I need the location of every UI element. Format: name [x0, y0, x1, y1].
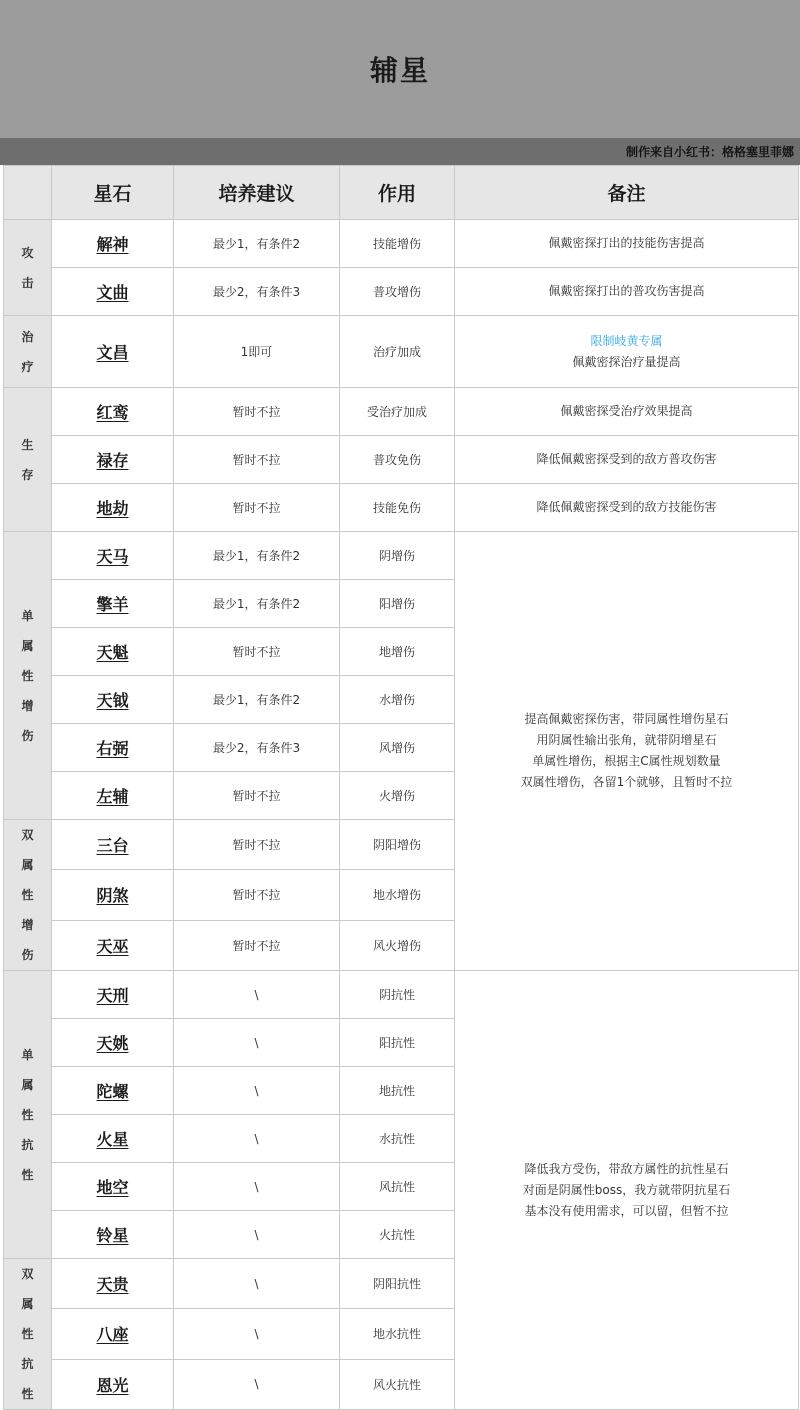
star-cell: 擎羊 — [52, 580, 174, 628]
star-cell: 文曲 — [52, 268, 174, 316]
effect-cell: 阴抗性 — [340, 971, 455, 1019]
advice-cell: \ — [174, 1115, 340, 1163]
star-cell: 文昌 — [52, 316, 174, 388]
star-cell: 天刑 — [52, 971, 174, 1019]
category-dual-resist: 双属性抗性 — [4, 1259, 52, 1410]
advice-cell: \ — [174, 1309, 340, 1359]
header-category — [4, 166, 52, 220]
note-highlight: 限制岐黄专属 — [590, 333, 663, 348]
advice-cell: 暂时不拉 — [174, 920, 340, 970]
note-boost — [455, 532, 799, 971]
note-cell — [455, 316, 799, 388]
effect-cell: 风火抗性 — [340, 1359, 455, 1409]
star-cell: 天钺 — [52, 676, 174, 724]
star-table — [3, 165, 799, 1410]
note-line: 提高佩戴密探伤害，带同属性增伤星石 — [524, 712, 729, 726]
credit-text: 制作来自小红书：格格塞里菲娜 — [625, 145, 794, 159]
effect-cell: 普攻免伤 — [340, 436, 455, 484]
advice-cell: 最少1，有条件2 — [174, 220, 340, 268]
note-line: 基本没有使用需求，可以留，但暂不拉 — [524, 1203, 729, 1218]
effect-cell: 风增伤 — [340, 724, 455, 772]
effect-cell: 治疗加成 — [340, 316, 455, 388]
page-title: 辅星 — [369, 54, 430, 87]
effect-cell: 水增伤 — [340, 676, 455, 724]
advice-cell: 暂时不拉 — [174, 772, 340, 820]
star-cell: 天魁 — [52, 628, 174, 676]
effect-cell: 地水抗性 — [340, 1309, 455, 1359]
advice-cell: 1即可 — [174, 316, 340, 388]
star-cell: 右弼 — [52, 724, 174, 772]
effect-cell: 阴阳抗性 — [340, 1259, 455, 1309]
advice-cell: 暂时不拉 — [174, 820, 340, 870]
note-line: 佩戴密探治疗量提高 — [572, 354, 681, 369]
note-cell: 降低佩戴密探受到的敌方技能伤害 — [455, 484, 799, 532]
header-advice: 培养建议 — [174, 166, 340, 220]
advice-cell: 最少2，有条件3 — [174, 268, 340, 316]
note-line: 双属性增伤，各留1个就够，且暂时不拉 — [520, 775, 733, 789]
effect-cell: 阳增伤 — [340, 580, 455, 628]
header-row — [4, 166, 799, 220]
star-cell: 左辅 — [52, 772, 174, 820]
advice-cell: 暂时不拉 — [174, 388, 340, 436]
advice-cell: 最少1，有条件2 — [174, 580, 340, 628]
effect-cell: 风抗性 — [340, 1163, 455, 1211]
effect-cell: 阳抗性 — [340, 1019, 455, 1067]
effect-cell: 阴阳增伤 — [340, 820, 455, 870]
effect-cell: 普攻增伤 — [340, 268, 455, 316]
table-row — [4, 971, 799, 1019]
note-line: 对面是阴属性boss，我方就带阴抗星石 — [522, 1182, 731, 1197]
advice-cell: 暂时不拉 — [174, 484, 340, 532]
star-cell: 红鸾 — [52, 388, 174, 436]
star-cell: 铃星 — [52, 1211, 174, 1259]
advice-cell: \ — [174, 971, 340, 1019]
note-cell: 佩戴密探受治疗效果提高 — [455, 388, 799, 436]
effect-cell: 阴增伤 — [340, 532, 455, 580]
table-row — [4, 388, 799, 436]
advice-cell: \ — [174, 1067, 340, 1115]
effect-cell: 火抗性 — [340, 1211, 455, 1259]
header-effect: 作用 — [340, 166, 455, 220]
advice-cell: \ — [174, 1259, 340, 1309]
advice-cell: 最少2，有条件3 — [174, 724, 340, 772]
star-cell: 天马 — [52, 532, 174, 580]
title-banner — [0, 0, 800, 138]
effect-cell: 地水增伤 — [340, 870, 455, 920]
note-cell: 佩戴密探打出的普攻伤害提高 — [455, 268, 799, 316]
table-row — [4, 484, 799, 532]
effect-cell: 技能增伤 — [340, 220, 455, 268]
header-note: 备注 — [455, 166, 799, 220]
star-cell: 天贵 — [52, 1259, 174, 1309]
star-cell: 火星 — [52, 1115, 174, 1163]
note-resist — [455, 971, 799, 1410]
table-row — [4, 436, 799, 484]
category-dual-boost: 双属性增伤 — [4, 820, 52, 971]
header-star: 星石 — [52, 166, 174, 220]
advice-cell: 暂时不拉 — [174, 436, 340, 484]
effect-cell: 受治疗加成 — [340, 388, 455, 436]
star-cell: 八座 — [52, 1309, 174, 1359]
star-cell: 禄存 — [52, 436, 174, 484]
note-line: 降低我方受伤，带敌方属性的抗性星石 — [524, 1161, 729, 1176]
category-survival: 生存 — [4, 388, 52, 532]
effect-cell: 水抗性 — [340, 1115, 455, 1163]
advice-cell: 最少1，有条件2 — [174, 676, 340, 724]
note-line: 用阴属性输出张角，就带阴增星石 — [536, 733, 717, 747]
table-row — [4, 220, 799, 268]
advice-cell: 暂时不拉 — [174, 628, 340, 676]
advice-cell: \ — [174, 1019, 340, 1067]
category-heal: 治疗 — [4, 316, 52, 388]
advice-cell: 暂时不拉 — [174, 870, 340, 920]
credit-banner — [0, 138, 800, 165]
note-line: 单属性增伤，根据主C属性规划数量 — [532, 754, 721, 768]
star-cell: 天巫 — [52, 920, 174, 970]
category-single-boost: 单属性增伤 — [4, 532, 52, 820]
star-cell: 解神 — [52, 220, 174, 268]
category-single-resist: 单属性抗性 — [4, 971, 52, 1259]
advice-cell: 最少1，有条件2 — [174, 532, 340, 580]
effect-cell: 地增伤 — [340, 628, 455, 676]
note-cell: 佩戴密探打出的技能伤害提高 — [455, 220, 799, 268]
table-row — [4, 532, 799, 580]
effect-cell: 技能免伤 — [340, 484, 455, 532]
star-cell: 地劫 — [52, 484, 174, 532]
star-cell: 阴煞 — [52, 870, 174, 920]
star-cell: 恩光 — [52, 1359, 174, 1409]
table-row — [4, 268, 799, 316]
star-cell: 天姚 — [52, 1019, 174, 1067]
star-cell: 地空 — [52, 1163, 174, 1211]
effect-cell: 火增伤 — [340, 772, 455, 820]
category-attack: 攻击 — [4, 220, 52, 316]
effect-cell: 风火增伤 — [340, 920, 455, 970]
star-cell: 三台 — [52, 820, 174, 870]
advice-cell: \ — [174, 1163, 340, 1211]
advice-cell: \ — [174, 1359, 340, 1409]
table-row — [4, 316, 799, 388]
star-cell: 陀螺 — [52, 1067, 174, 1115]
advice-cell: \ — [174, 1211, 340, 1259]
effect-cell: 地抗性 — [340, 1067, 455, 1115]
note-cell: 降低佩戴密探受到的敌方普攻伤害 — [455, 436, 799, 484]
